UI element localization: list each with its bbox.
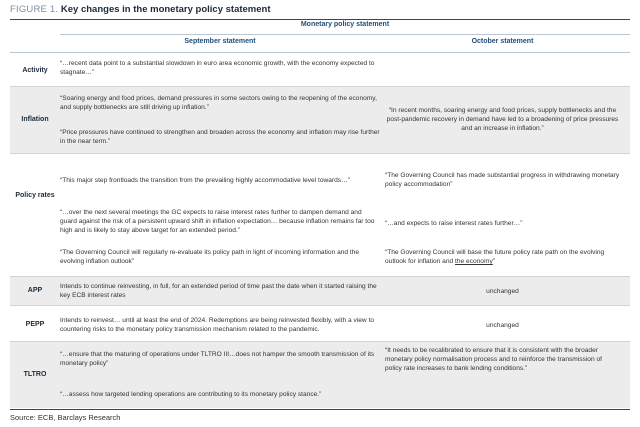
tltro-september-text-2: “…assess how targeted lending operations are contributing to its monetary policy stance.” bbox=[60, 391, 322, 398]
group-header-rule bbox=[60, 34, 630, 35]
policy-rates-october-text-2: “…and expects to raise interest rates further…” bbox=[385, 220, 523, 227]
row-label-pepp: PEPP bbox=[25, 321, 45, 328]
source-note: Source: ECB, Barclays Research bbox=[10, 413, 121, 422]
app-october-text: unchanged bbox=[486, 288, 519, 295]
column-header-september: September statement bbox=[184, 38, 256, 45]
policy-rates-september-text-1: “This major step frontloads the transition from the prevailing highly accommodative level towards…” bbox=[60, 177, 350, 184]
header-rule bbox=[10, 52, 630, 53]
tltro-september-text-1: “…ensure that the maturing of operations under TLTRO III…does not hamper the smooth transmission of its monetary policy” bbox=[60, 351, 375, 368]
policy-rates-september-text-2: “…over the next several meetings the GC expects to raise interest rates further to dampen demand and guard against the risk of a persistent upward shift in inflation expectation… because inflation remains far too high and is likely to stay above target for an extended period.” bbox=[60, 209, 375, 235]
top-rule bbox=[10, 19, 630, 20]
policy-rates-october-text-3a: “The Governing Council will base the future policy rate path on the evolving outlook for inflation and bbox=[385, 249, 605, 266]
row-label-inflation: Inflation bbox=[21, 116, 49, 123]
figure-title bbox=[10, 4, 271, 15]
column-header-october: October statement bbox=[471, 38, 534, 45]
policy-rates-october-underlined: the economy bbox=[455, 258, 493, 266]
row-divider bbox=[10, 305, 630, 306]
inflation-september-text-2: “Price pressures have continued to strengthen and broaden across the economy and inflation may rise further in the near term.” bbox=[60, 129, 380, 146]
policy-rates-october-text-3b: ” bbox=[492, 258, 495, 266]
row-label-app: APP bbox=[27, 287, 43, 294]
inflation-september-text-1: “Soaring energy and food prices, demand pressures in some sectors owing to the reopening of the economy, and supply bottlenecks are still driving up inflation.” bbox=[60, 95, 377, 112]
inflation-october-text: “In recent months, soaring energy and food prices, supply bottlenecks and the post-pandemic recovery in demand have led to a broadening of price pressures and an increase in inflation.” bbox=[386, 107, 619, 133]
policy-rates-october-text-3 bbox=[385, 248, 620, 266]
activity-september-text: “…recent data point to a substantial slowdown in euro area economic growth, with the economy expected to stagnate…” bbox=[60, 60, 375, 77]
row-label-activity: Activity bbox=[22, 67, 48, 74]
bottom-rule bbox=[10, 409, 630, 410]
pepp-october-text: unchanged bbox=[486, 322, 519, 329]
app-september-text: Intends to continue reinvesting, in full, for an extended period of time past the date when it started raising the key ECB interest rates bbox=[60, 283, 377, 300]
tltro-october-text: “It needs to be recalibrated to ensure that it is consistent with the broader monetary policy normalisation process and to reinforce the transmission of policy rate increases to bank lending conditions.” bbox=[385, 347, 602, 373]
pepp-september-text: Intends to reinvest… until at least the end of 2024. Redemptions are being reinvested flexibly, with a view to countering risks to the monetary policy transmission mechanism related to the pandemic. bbox=[60, 317, 374, 334]
figure-label: FIGURE 1. bbox=[10, 4, 59, 15]
row-label-policy-rates: Policy rates bbox=[15, 192, 55, 199]
figure-title-text: Key changes in the monetary policy statement bbox=[60, 4, 271, 15]
group-header: Monetary policy statement bbox=[300, 21, 390, 28]
row-label-tltro: TLTRO bbox=[23, 371, 47, 378]
policy-rates-october-text-1: “The Governing Council has made substantial progress in withdrawing monetary policy accommodation” bbox=[385, 172, 620, 189]
row-divider bbox=[10, 153, 630, 154]
policy-rates-september-text-3: “The Governing Council will regularly re-evaluate its policy path in light of incoming information and the evolving inflation outlook” bbox=[60, 249, 360, 266]
